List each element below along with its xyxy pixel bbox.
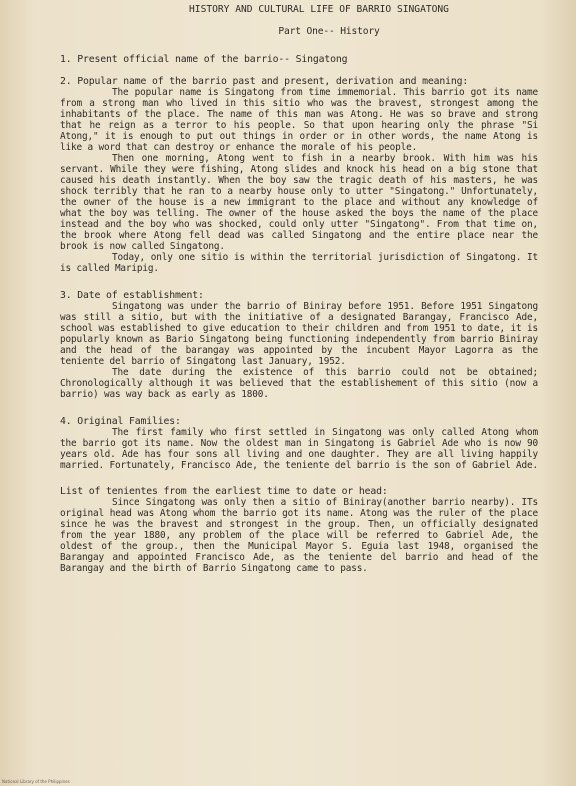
section-3-paragraph: The date during the existence of this barrio could not be obtained; Chronologically although it was believed that the establishement of this sitio (now a barrio) was way back as early as 1800. xyxy=(60,367,538,400)
document-subtitle: Part One-- History xyxy=(278,26,380,37)
tenientes-paragraph: Since Singatong was only then a sitio of Biniray(another barrio nearby). ITs original head was Atong whom the barrio got its name. Atong was the ruler of the place since he was the bravest and strongest in the group. Then, un officially designated from the year 1880, any problem of the place will be referred to Gabriel Ade, the oldest of the group., then the Municipal Mayor S. Eguia last 1948, organised the Barangay and appointed Francisco Ade, as the teniente del barrio and head of the Barangay and the birth of Barrio Singatong came to pass. xyxy=(60,497,538,574)
section-2-heading: 2. Popular name of the barrio past and present, derivation and meaning: xyxy=(60,76,469,87)
section-3-paragraph: Singatong was under the barrio of Biniray before 1951. Before 1951 Singatong was still a sitio, but with the initiative of a designated Barangay, Francisco Ade, school was established to give education to their children and from 1951 to date, it is popularly known as Bario Singatong being functioning independently from barrio Biniray and the head of the barangay was appointed by the incubent Mayor Lagorra as the teniente del barrio of Singatong last January, 1952. xyxy=(60,301,538,367)
tenientes-heading: List of tenientes from the earliest time to date or head: xyxy=(60,486,388,497)
archive-footer: National Library of the Philippines xyxy=(2,779,70,784)
section-2-paragraph: Today, only one sitio is within the territorial jurisdiction of Singatong. It is called Maripig. xyxy=(60,252,538,274)
section-1-heading: 1. Present official name of the barrio-- Singatong xyxy=(60,54,348,65)
document-title: HISTORY AND CULTURAL LIFE OF BARRIO SINGATONG xyxy=(189,4,449,15)
section-2-paragraph: Then one morning, Atong went to fish in a nearby brook. With him was his servant. While they were fishing, Atong slides and knock his head on a big stone that caused his death instantly. When the boy saw the tragic death of his masters, he was shock terribly that he ran to a nearby house only to utter "Singatong." Unfortunately, the owner of the house is a new immigrant to the place and without any knowledge of what the boy was telling. The owner of the house asked the boys the name of the place instead and the boy who was shocked, could only utter "Singatong". From that time on, the brook where Atong fell dead was called Singatong and the entire place near the brook is now called Singatong. xyxy=(60,153,538,252)
section-2-paragraph: The popular name is Singatong from time immemorial. This barrio got its name from a strong man who lived in this sitio who was the bravest, strongest among the inhabitants of the place. The name of this man was Atong. He was so brave and strong that he reign as a terror to his people. So that upon hearing only the phrase "Si Atong," it is enough to put out things in order or in other words, the name Atong is like a word that can destroy or enhance the morale of his people. xyxy=(60,87,538,153)
section-4-paragraph: The first family who first settled in Singatong was only called Atong whom the barrio got its name. Now the oldest man in Singatong is Gabriel Ade who is now 90 years old. Ade has four sons all living and one daughter. They are all living happily married. Fortunately, Francisco Ade, the teniente del barrio is the son of Gabriel Ade. xyxy=(60,427,538,471)
section-3-heading: 3. Date of establishment: xyxy=(60,290,204,301)
section-4-heading: 4. Original Families: xyxy=(60,416,181,427)
document-body xyxy=(60,4,538,574)
